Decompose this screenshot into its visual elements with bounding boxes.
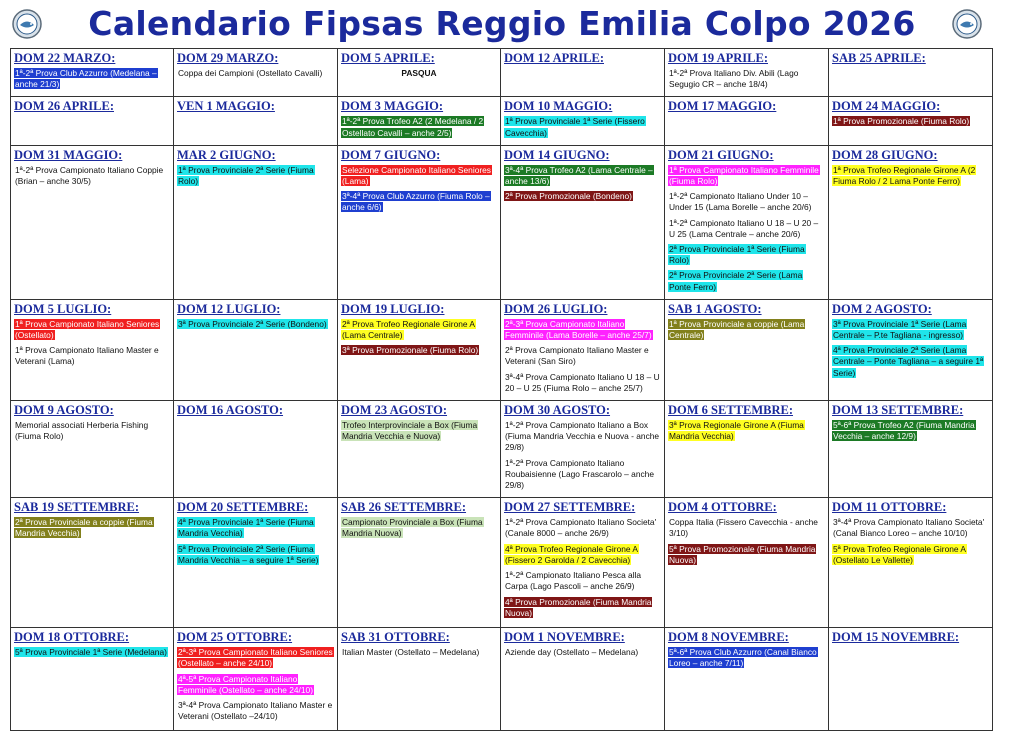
header xyxy=(0,0,1024,48)
day-date-heading: DOM 14 GIUGNO: xyxy=(504,147,610,162)
event-text: 2ª Prova Provinciale a coppie (Fiuma Mandria Vecchia) xyxy=(15,517,153,539)
day-date-heading: DOM 13 SETTEMBRE: xyxy=(832,403,964,418)
day-date-heading: DOM 7 GIUGNO: xyxy=(341,147,441,162)
event-entry xyxy=(668,517,825,539)
event-entry xyxy=(668,191,825,213)
event-text: Coppa Italia (Fissero Cavecchia - anche 3/10) xyxy=(669,517,818,539)
calendar-day-cell xyxy=(665,299,829,400)
event-entry xyxy=(832,420,989,442)
calendar-day-cell xyxy=(665,145,829,299)
event-entry xyxy=(14,165,170,187)
event-text: 1ª-2ª Prova Club Azzurro (Medelana – anche 21/3) xyxy=(15,68,157,90)
event-text: 3ª-4ª Prova Trofeo A2 (Lama Centrale – anche 13/6) xyxy=(505,164,653,187)
event-entry xyxy=(177,517,334,539)
event-entry xyxy=(504,319,661,341)
day-date-heading: DOM 12 LUGLIO: xyxy=(177,301,281,316)
calendar-week-row xyxy=(11,49,993,97)
event-text: 1ª Prova Campionato Italiano Master e Veterani (Lama) xyxy=(15,345,159,367)
event-entry xyxy=(832,544,989,566)
day-date-heading: DOM 20 SETTEMBRE: xyxy=(177,500,309,515)
day-date-heading: DOM 26 LUGLIO: xyxy=(504,301,608,316)
event-entry xyxy=(177,319,334,330)
day-date-heading: DOM 28 GIUGNO: xyxy=(832,147,938,162)
day-date-heading: DOM 1 NOVEMBRE: xyxy=(504,630,625,645)
event-text: 4ª Prova Provinciale 1ª Serie (Fiuma Mandria Vecchia) xyxy=(178,517,314,539)
event-text: 1ª Prova Promozionale (Fiuma Rolo) xyxy=(833,116,970,127)
day-date-heading: DOM 24 MAGGIO: xyxy=(832,99,941,114)
event-text: Trofeo Interprovinciale a Box (Fiuma Mandria Vecchia e Nuova) xyxy=(342,420,478,442)
event-entry xyxy=(341,319,497,341)
calendar-day-cell xyxy=(338,97,501,145)
event-entry xyxy=(504,597,661,619)
day-date-heading: SAB 1 AGOSTO: xyxy=(668,301,762,316)
event-entry xyxy=(504,458,661,492)
event-entry xyxy=(504,517,661,539)
event-text: 1ª Prova Provinciale 1ª Serie (Fissero Cavecchia) xyxy=(505,116,645,138)
event-entry xyxy=(177,700,334,722)
day-date-heading: VEN 1 MAGGIO: xyxy=(177,99,275,114)
event-entry xyxy=(504,570,661,592)
event-text: 1ª-2ª Prova Campionato Italiano Roubaisienne (Lago Frascarolo – anche 29/8) xyxy=(505,457,654,491)
day-date-heading: DOM 30 AGOSTO: xyxy=(504,403,611,418)
event-text: 5ª-6ª Prova Club Azzurro (Canal Bianco Loreo – anche 7/11) xyxy=(669,647,817,669)
event-text: 2ª Prova Provinciale 1ª Serie (Fiuma Rolo) xyxy=(669,244,805,266)
calendar-table xyxy=(10,48,993,731)
calendar-day-cell xyxy=(11,49,174,97)
event-entry xyxy=(341,191,497,213)
event-text: 3ª-4ª Prova Campionato Italiano Master e Veterani (Ostellato –24/10) xyxy=(178,700,333,722)
page-title: Calendario Fipsas Reggio Emilia Colpo 2026 xyxy=(88,4,916,43)
day-date-heading: DOM 19 LUGLIO: xyxy=(341,301,445,316)
event-text: 4ª-5ª Prova Campionato Italiano Femminile (Ostellato – anche 24/10) xyxy=(178,673,313,695)
day-date-heading: DOM 2 AGOSTO: xyxy=(832,301,932,316)
event-text: 2ª Prova Campionato Italiano Master e Veterani (San Siro) xyxy=(505,345,649,367)
calendar-day-cell xyxy=(11,145,174,299)
calendar-week-row xyxy=(11,498,993,628)
event-entry xyxy=(177,68,334,79)
calendar-day-cell xyxy=(665,49,829,97)
event-text: 3ª Prova Provinciale 2ª Serie (Bondeno) xyxy=(178,318,327,329)
event-entry xyxy=(832,517,989,539)
calendar-day-cell xyxy=(829,401,993,498)
calendar-day-cell xyxy=(829,145,993,299)
calendar-day-cell xyxy=(829,628,993,731)
event-text: 5ª Prova Promozionale (Fiuma Mandria Nuova) xyxy=(669,543,816,565)
day-date-heading: DOM 5 APRILE: xyxy=(341,51,435,65)
event-text: 5ª-6ª Prova Trofeo A2 (Fiuma Mandria Vecchia – anche 12/9) xyxy=(833,420,975,442)
calendar-week-row xyxy=(11,97,993,145)
event-entry xyxy=(504,191,661,202)
day-date-heading: MAR 2 GIUGNO: xyxy=(177,147,276,162)
calendar-day-cell xyxy=(174,97,338,145)
event-text: Memorial associati Herberia Fishing (Fiuma Rolo) xyxy=(15,420,149,442)
event-entry xyxy=(504,372,661,394)
fipsas-logo-icon xyxy=(12,9,42,39)
day-date-heading: SAB 19 SETTEMBRE: xyxy=(14,500,140,515)
event-entry xyxy=(668,270,825,292)
event-entry xyxy=(668,647,825,669)
event-entry xyxy=(177,165,334,187)
event-entry xyxy=(668,244,825,266)
calendar-day-cell xyxy=(174,145,338,299)
calendar-day-cell xyxy=(174,628,338,731)
event-entry xyxy=(832,319,989,341)
calendar-day-cell xyxy=(338,145,501,299)
event-entry xyxy=(504,420,661,454)
calendar-week-row xyxy=(11,145,993,299)
event-text: Italian Master (Ostellato – Medelana) xyxy=(342,647,480,658)
event-text: 1ª Prova Provinciale 2ª Serie (Fiuma Rolo) xyxy=(178,164,314,187)
calendar-day-cell xyxy=(501,299,665,400)
day-date-heading: SAB 26 SETTEMBRE: xyxy=(341,500,467,515)
event-entry xyxy=(832,345,989,379)
calendar-day-cell xyxy=(174,49,338,97)
event-text: 5ª Prova Trofeo Regionale Girone A (Ostellato Le Vallette) xyxy=(833,543,966,565)
calendar-day-cell xyxy=(174,498,338,628)
calendar-day-cell xyxy=(665,498,829,628)
event-entry xyxy=(14,647,170,658)
calendar-day-cell xyxy=(11,299,174,400)
event-text: 4ª Prova Promozionale (Fiuma Mandria Nuova) xyxy=(505,596,652,618)
event-entry xyxy=(177,674,334,696)
event-text: 1ª-2ª Campionato Italiano Under 10 – Under 15 (Lama Borelle – anche 20/6) xyxy=(669,191,812,213)
event-text: Campionato Provinciale a Box (Fiuma Mandria Nuova) xyxy=(342,517,483,539)
calendar-day-cell xyxy=(501,145,665,299)
event-entry xyxy=(668,218,825,240)
day-date-heading: DOM 17 MAGGIO: xyxy=(668,99,777,114)
event-text: 1ª-2ª Prova Campionato Italiano Coppie (Brian – anche 30/5) xyxy=(15,164,164,187)
event-text: 5ª Prova Provinciale 2ª Serie (Fiuma Mandria Vecchia – a seguire 1ª Serie) xyxy=(178,543,319,565)
event-entry xyxy=(504,116,661,138)
day-date-heading: DOM 16 AGOSTO: xyxy=(177,403,284,418)
event-entry xyxy=(341,116,497,138)
calendar-day-cell xyxy=(829,97,993,145)
event-entry xyxy=(504,544,661,566)
day-date-heading: DOM 27 SETTEMBRE: xyxy=(504,500,636,515)
event-entry xyxy=(341,647,497,658)
event-entry xyxy=(341,68,497,79)
calendar-day-cell xyxy=(174,299,338,400)
day-date-heading: DOM 8 NOVEMBRE: xyxy=(668,630,789,645)
event-entry xyxy=(504,647,661,658)
day-date-heading: DOM 4 OTTOBRE: xyxy=(668,500,777,515)
event-text: 2ª-3ª Prova Campionato Italiano Femminile (Lama Borelle – anche 25/7) xyxy=(505,318,652,341)
calendar-day-cell xyxy=(338,498,501,628)
event-entry xyxy=(341,420,497,442)
event-text: Selezione Campionato Italiano Seniores (Lama) xyxy=(342,164,491,187)
calendar-day-cell xyxy=(829,498,993,628)
day-date-heading: DOM 19 APRILE: xyxy=(668,51,768,65)
event-text: 5ª Prova Provinciale 1ª Serie (Medelana) xyxy=(15,647,167,658)
event-text: 1ª-2ª Campionato Italiano U 18 – U 20 – U 25 (Lama Centrale – anche 20/6) xyxy=(669,217,819,239)
calendar-day-cell xyxy=(338,299,501,400)
calendar-day-cell xyxy=(501,628,665,731)
day-date-heading: DOM 6 SETTEMBRE: xyxy=(668,403,794,418)
event-entry xyxy=(668,319,825,341)
event-text: 1ª-2ª Prova Campionato Italiano a Box (Fiuma Mandria Vecchia e Nuova - anche 29/8) xyxy=(505,420,660,453)
event-text: 2ª Prova Promozionale (Bondeno) xyxy=(505,191,632,202)
day-date-heading: DOM 23 AGOSTO: xyxy=(341,403,448,418)
event-entry xyxy=(504,345,661,367)
event-entry xyxy=(14,420,170,442)
day-date-heading: DOM 26 APRILE: xyxy=(14,99,114,114)
event-text: 2ª Prova Provinciale 2ª Serie (Lama Ponte Ferro) xyxy=(669,270,803,292)
calendar-day-cell xyxy=(829,299,993,400)
event-entry xyxy=(832,116,989,127)
calendar-day-cell xyxy=(174,401,338,498)
calendar-day-cell xyxy=(501,498,665,628)
event-text: 3ª-4ª Prova Campionato Italiano Societa' (Canal Bianco Loreo – anche 10/10) xyxy=(833,517,985,539)
calendar-week-row xyxy=(11,628,993,731)
event-text: 2ª-3ª Prova Campionato Italiano Seniores (Ostellato – anche 24/10) xyxy=(178,647,333,669)
event-entry xyxy=(341,165,497,187)
calendar-day-cell xyxy=(501,49,665,97)
event-entry xyxy=(177,647,334,669)
event-text: 3ª Prova Provinciale 1ª Serie (Lama Centrale – P.te Tagliana - ingresso) xyxy=(833,318,967,341)
event-text: 1ª Prova Provinciale a coppie (Lama Centrale) xyxy=(669,318,805,341)
event-entry xyxy=(14,319,170,341)
event-text: 3ª Prova Promozionale (Fiuma Rolo) xyxy=(342,345,479,356)
day-date-heading: DOM 31 MAGGIO: xyxy=(14,147,123,162)
event-text: Aziende day (Ostellato – Medelana) xyxy=(505,647,639,658)
day-date-heading: DOM 9 AGOSTO: xyxy=(14,403,114,418)
event-entry xyxy=(14,68,170,90)
event-entry xyxy=(14,345,170,367)
day-date-heading: DOM 29 MARZO: xyxy=(177,51,279,65)
fipsas-logo-icon xyxy=(952,9,982,39)
day-date-heading: DOM 3 MAGGIO: xyxy=(341,99,444,114)
event-text: 3ª-4ª Prova Club Azzurro (Fiuma Rolo – anche 6/6) xyxy=(342,191,490,213)
event-text: Coppa dei Campioni (Ostellato Cavalli) xyxy=(178,68,323,78)
event-text: 1ª-2ª Prova Italiano Div. Abili (Lago Segugio CR – anche 18/4) xyxy=(669,68,799,90)
event-entry xyxy=(668,544,825,566)
event-text: 1ª-2ª Campionato Italiano Pesca alla Carpa (Lago Pascoli – anche 26/9) xyxy=(505,570,642,592)
calendar-day-cell xyxy=(665,97,829,145)
calendar-day-cell xyxy=(11,401,174,498)
event-entry xyxy=(668,420,825,442)
event-text: 3ª-4ª Prova Campionato Italiano U 18 – U 20 – U 25 (Fiuma Rolo – anche 25/7) xyxy=(505,371,660,393)
day-date-heading: DOM 12 APRILE: xyxy=(504,51,604,65)
event-text: 2ª Prova Trofeo Regionale Girone A (Lama Centrale) xyxy=(342,318,475,341)
event-text: PASQUA xyxy=(401,68,437,78)
event-entry xyxy=(14,517,170,539)
event-text: 1ª Prova Trofeo Regionale Girone A (2 Fiuma Rolo / 2 Lama Ponte Ferro) xyxy=(833,164,976,187)
calendar-week-row xyxy=(11,401,993,498)
calendar-day-cell xyxy=(338,49,501,97)
calendar-day-cell xyxy=(501,401,665,498)
day-date-heading: DOM 25 OTTOBRE: xyxy=(177,630,293,645)
calendar-day-cell xyxy=(665,401,829,498)
calendar-day-cell xyxy=(11,97,174,145)
day-date-heading: DOM 18 OTTOBRE: xyxy=(14,630,130,645)
day-date-heading: DOM 21 GIUGNO: xyxy=(668,147,774,162)
event-text: 1ª-2ª Prova Trofeo A2 (2 Medelana / 2 Ostellato Cavalli – anche 2/5) xyxy=(342,116,484,138)
event-entry xyxy=(177,544,334,566)
day-date-heading: DOM 10 MAGGIO: xyxy=(504,99,613,114)
event-entry xyxy=(341,345,497,356)
calendar-day-cell xyxy=(338,401,501,498)
day-date-heading: DOM 5 LUGLIO: xyxy=(14,301,112,316)
calendar-week-row xyxy=(11,299,993,400)
event-text: 4ª Prova Provinciale 2ª Serie (Lama Centrale – Ponte Tagliana – a seguire 1ª Serie) xyxy=(833,345,984,378)
event-entry xyxy=(341,517,497,539)
day-date-heading: DOM 22 MARZO: xyxy=(14,51,116,65)
calendar-day-cell xyxy=(11,498,174,628)
event-text: 4ª Prova Trofeo Regionale Girone A (Fissero 2 Garolda / 2 Cavecchia) xyxy=(505,543,638,565)
calendar-day-cell xyxy=(665,628,829,731)
event-entry xyxy=(832,165,989,187)
day-date-heading: SAB 31 OTTOBRE: xyxy=(341,630,450,645)
event-entry xyxy=(504,165,661,187)
calendar-day-cell xyxy=(11,628,174,731)
calendar-day-cell xyxy=(501,97,665,145)
event-text: 3ª Prova Regionale Girone A (Fiuma Mandria Vecchia) xyxy=(669,420,804,442)
calendar-day-cell xyxy=(829,49,993,97)
day-date-heading: DOM 11 OTTOBRE: xyxy=(832,500,947,515)
event-entry xyxy=(668,165,825,187)
event-entry xyxy=(668,68,825,90)
day-date-heading: SAB 25 APRILE: xyxy=(832,51,926,65)
event-text: 1ª-2ª Prova Campionato Italiano Societa' (Canale 8000 – anche 26/9) xyxy=(505,517,657,539)
event-text: 1ª Prova Campionato Italiano Seniores (Ostellato) xyxy=(15,318,160,341)
event-text: 1ª Prova Campionato Italiano Femminile (Fiuma Rolo) xyxy=(669,164,819,187)
calendar-day-cell xyxy=(338,628,501,731)
day-date-heading: DOM 15 NOVEMBRE: xyxy=(832,630,960,645)
